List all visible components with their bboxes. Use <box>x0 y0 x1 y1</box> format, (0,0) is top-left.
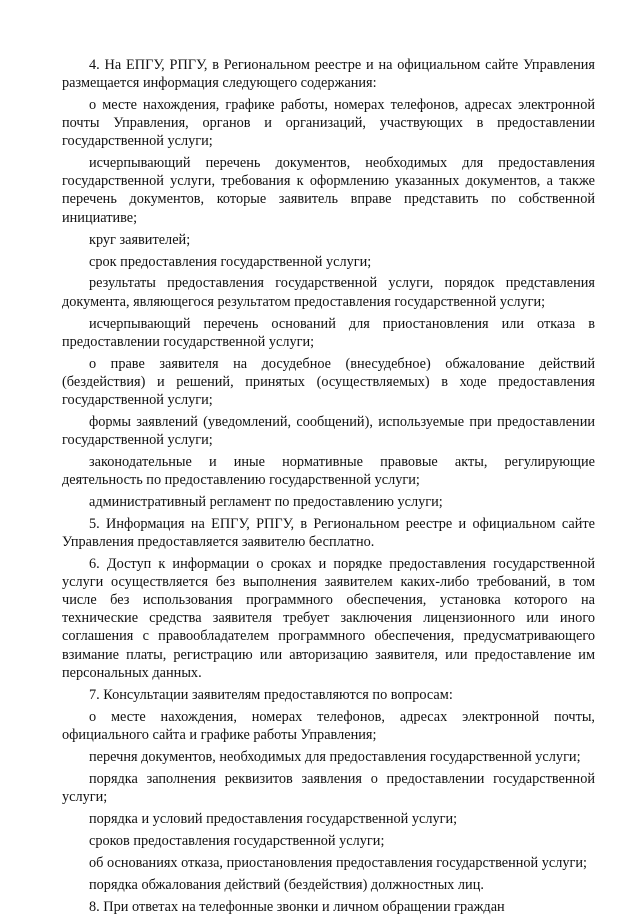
consult-item-appeal: порядка обжалования действий (бездействия) должностных лиц. <box>89 876 484 893</box>
consult-item-location: о месте нахождения, номерах телефонов, адресах электронной почты, официального сайта и графике работы Управления; <box>62 708 595 743</box>
list-item-applicants: круг заявителей; <box>89 231 191 248</box>
paragraph-7-intro: 7. Консультации заявителям предоставляются по вопросам: <box>89 686 453 703</box>
paragraph-4-intro: 4. На ЕПГУ, РПГУ, в Региональном реестре и на официальном сайте Управления размещается информация следующего содержания: <box>62 57 595 92</box>
list-item-documents-list: исчерпывающий перечень документов, необходимых для предоставления государственной услуги, требования к оформлению указанных документов, а также перечень документов, которые заявитель вправе представить по собственной инициативе; <box>62 155 595 226</box>
list-item-service-results: результаты предоставления государственной услуги, порядок представления документа, являющегося результатом предоставления государственной услуги; <box>62 275 595 310</box>
list-item-appeal-right: о праве заявителя на досудебное (внесудебное) обжалование действий (бездействия) и решений, принятых (осуществляемых) в ходе предоставления государственной услуги; <box>62 355 595 408</box>
consult-item-refusal: об основаниях отказа, приостановления предоставления государственной услуги; <box>89 854 588 871</box>
list-item-regulation: административный регламент по предоставлению услуги; <box>89 493 443 510</box>
list-item-location-info: о месте нахождения, графике работы, номерах телефонов, адресах электронной почты Управления, органов и организаций, участвующих в предоставлении государственной услуги; <box>62 97 595 150</box>
consult-item-form-filling: порядка заполнения реквизитов заявления о предоставлении государственной услуги; <box>62 770 595 805</box>
list-item-refusal-grounds: исчерпывающий перечень оснований для приостановления или отказа в предоставлении государственной услуги; <box>62 315 595 350</box>
list-item-forms: формы заявлений (уведомлений, сообщений), используемые при предоставлении государственной услуги; <box>62 413 595 448</box>
paragraph-8: 8. При ответах на телефонные звонки и личном обращении граждан <box>89 898 505 915</box>
consult-item-documents: перечня документов, необходимых для предоставления государственной услуги; <box>89 748 581 765</box>
document-page <box>62 56 595 916</box>
consult-item-terms: сроков предоставления государственной услуги; <box>89 832 385 849</box>
consult-item-conditions: порядка и условий предоставления государственной услуги; <box>89 810 458 827</box>
list-item-service-term: срок предоставления государственной услуги; <box>89 253 372 270</box>
paragraph-5: 5. Информация на ЕПГУ, РПГУ, в Региональном реестре и официальном сайте Управления предоставляется заявителю бесплатно. <box>62 515 595 551</box>
list-item-legal-acts: законодательные и иные нормативные правовые акты, регулирующие деятельность по предоставлению государственной услуги; <box>62 453 595 488</box>
paragraph-6: 6. Доступ к информации о сроках и порядке предоставления государственной услуги осуществляется без выполнения заявителем каких-либо требований, в том числе без использования программного обеспечения, установка которого на технические средства заявителя требует заключения лицензионного или иного соглашения с правообладателем программного обеспечения, предусматривающего взимание платы, регистрацию или авторизацию заявителя, или предоставление им персональных данных. <box>62 556 595 681</box>
